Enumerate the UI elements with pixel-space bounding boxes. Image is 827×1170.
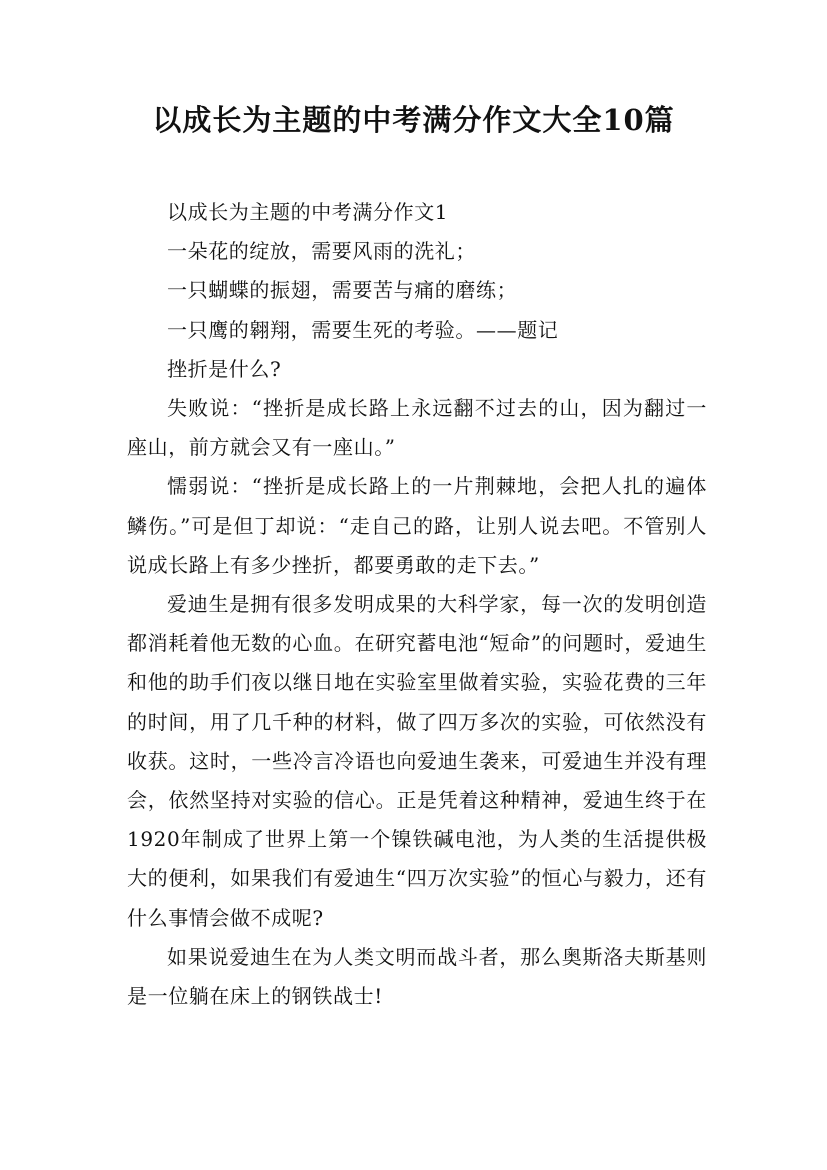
paragraph: 一朵花的绽放，需要风雨的洗礼； (167, 239, 476, 264)
paragraph: 失败说：“挫折是成长路上永远翻不过去的山，因为翻过一座山，前方就会又有一座山。” (127, 396, 707, 460)
essay-subtitle: 以成长为主题的中考满分作文1 (167, 200, 449, 224)
paragraph: 挫折是什么? (167, 356, 282, 381)
document-title: 以成长为主题的中考满分作文大全10篇 (152, 103, 675, 137)
document-body (127, 193, 707, 1016)
paragraph: 如果说爱迪生在为人类文明而战斗者，那么奥斯洛夫斯基则是一位躺在床上的钢铁战士! (127, 944, 707, 1009)
paragraph: 爱迪生是拥有很多发明成果的大科学家，每一次的发明创造都消耗着他无数的心血。在研究蓄电池“短命”的问题时，爱迪生和他的助手们夜以继日地在实验室里做着实验，实验花费的三年的时间，用了几千种的材料，做了四万多次的实验，可依然没有收获。这时，一些冷言冷语也向爱迪生袭来，可爱迪生并没有理会，依然坚持对实验的信心。正是凭着这种精神，爱迪生终于在1920年制成了世界上第一个镍铁碱电池，为人类的生活提供极大的便利，如果我们有爱迪生“四万次实验”的恒心与毅力，还有什么事情会做不成呢? (127, 592, 707, 930)
paragraph: 懦弱说：“挫折是成长路上的一片荆棘地，会把人扎的遍体鳞伤。”可是但丁却说：“走自己的路，让别人说去吧。不管别人说成长路上有多少挫折，都要勇敢的走下去。” (127, 474, 707, 577)
paragraph: 一只蝴蝶的振翅，需要苦与痛的磨练； (167, 278, 518, 303)
paragraph: 一只鹰的翱翔，需要生死的考验。——题记 (167, 317, 559, 342)
